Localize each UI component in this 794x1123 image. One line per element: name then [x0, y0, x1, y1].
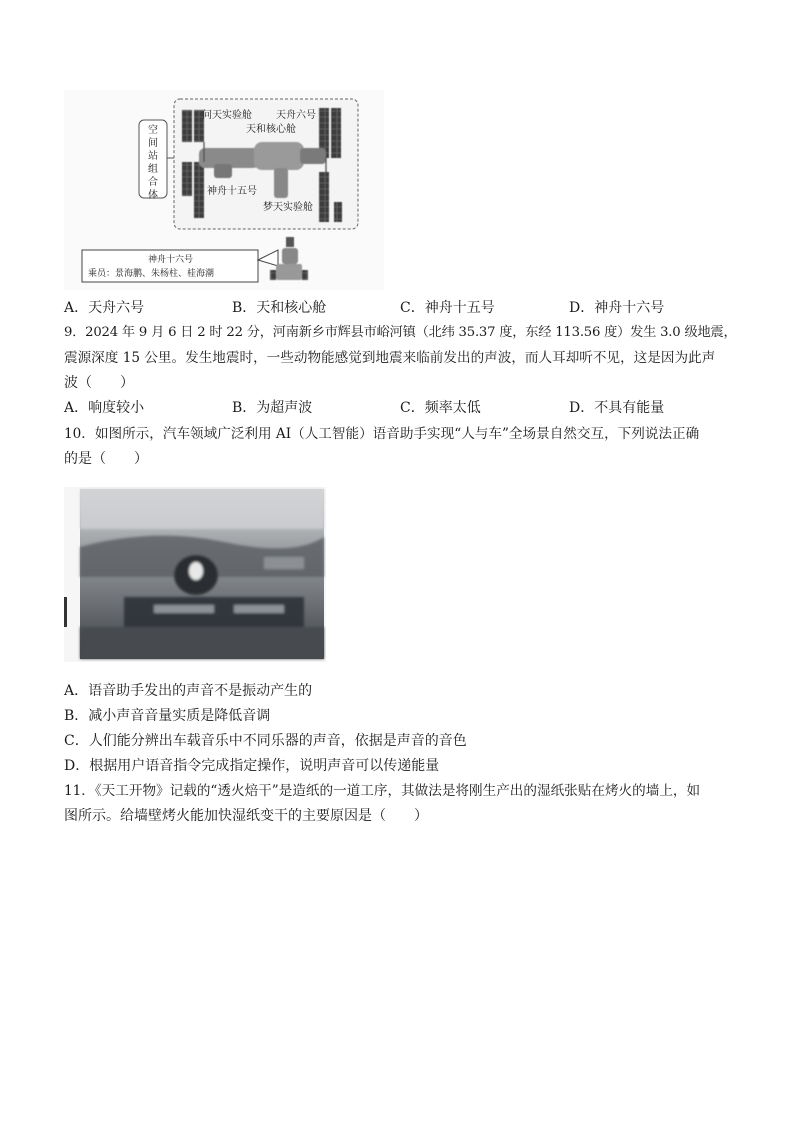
q8-option-d: D．神舟十六号: [569, 300, 665, 316]
q9-stem-line1: 9．2024 年 9 月 6 日 2 时 22 分，河南新乡市辉县市峪河镇（北纬 35.37 度，东经 113.56 度）发生 3.0 级地震，: [64, 325, 737, 340]
q9-option-a: A．响度较小: [64, 400, 145, 416]
label-shenzhou15: 神舟十五号: [207, 186, 257, 197]
station-side-label: 空间站组合体: [148, 125, 158, 201]
q10-option-a: A．语音助手发出的声音不是振动产生的: [64, 683, 313, 699]
car-dashboard-image: [64, 487, 326, 662]
q11-stem-line2: 图所示。给墙壁烤火能加快湿纸变干的主要原因是（ ）: [64, 808, 428, 824]
crew-list: 乘员：景海鹏、朱杨柱、桂海潮: [88, 269, 215, 279]
q8-option-a: A．天舟六号: [64, 300, 145, 316]
q8-option-b: B．天和核心舱: [232, 300, 327, 316]
q8-option-c: C．神舟十五号: [400, 300, 495, 316]
q11-stem-line1: 11．《天工开物》记载的“透火焙干”是造纸的一道工序，其做法是将刚生产出的湿纸张贴在烤火的墙上，如: [64, 783, 701, 799]
q9-stem-line2: 震源深度 15 公里。发生地震时，一些动物能感觉到地震来临前发出的声波，而人耳却听不见，这是因为此声: [64, 350, 716, 366]
space-station-figure: [64, 90, 384, 290]
q10-option-d: D．根据用户语音指令完成指定操作，说明声音可以传递能量: [64, 758, 440, 774]
label-mengtian: 梦天实验舱: [263, 202, 313, 213]
q10-stem-line1: 10．如图所示，汽车领域广泛利用 AI（人工智能）语音助手实现“人与车”全场景自然交互，下列说法正确: [64, 426, 700, 442]
shenzhou16-title: 神舟十六号: [148, 255, 194, 265]
q9-option-c: C．频率太低: [400, 400, 481, 416]
label-tianhe: 天和核心舱: [246, 124, 296, 135]
q10-option-b: B．减小声音音量实质是降低音调: [64, 708, 271, 724]
q9-option-b: B．为超声波: [232, 400, 313, 416]
q9-stem-line3: 波（ ）: [64, 375, 134, 391]
label-tianzhou6: 天舟六号: [276, 110, 316, 121]
label-wentian: 问天实验舱: [202, 110, 252, 121]
car-voice-assistant-photo: [64, 487, 326, 662]
q9-option-d: D．不具有能量: [569, 400, 665, 416]
q10-option-c: C．人们能分辨出车载音乐中不同乐器的声音，依据是声音的音色: [64, 733, 467, 749]
q10-stem-line2: 的是（ ）: [64, 451, 148, 467]
